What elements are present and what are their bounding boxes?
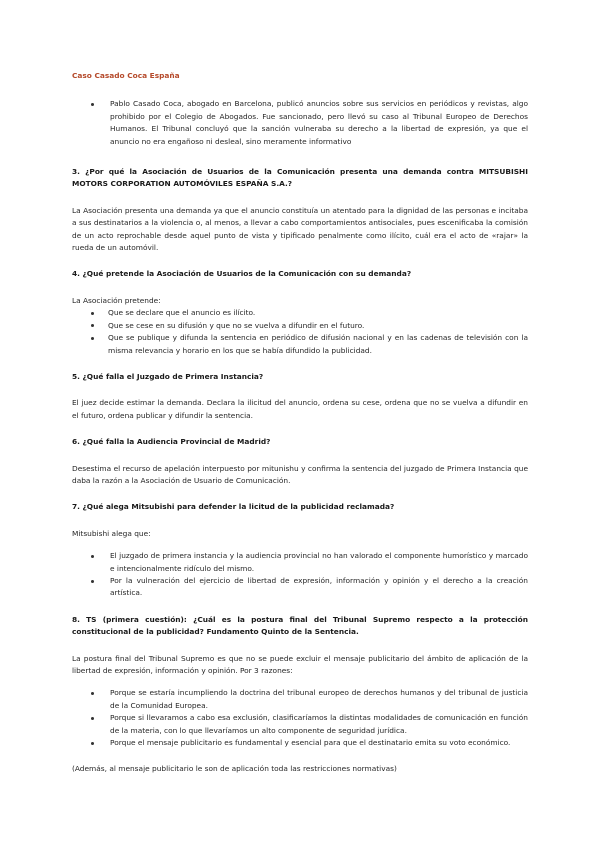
list-item: Porque se estaría incumpliendo la doctrina del tribunal europeo de derechos humanos y del tribunal de justicia de la Comunidad Europea.: [72, 687, 528, 712]
list-item: Que se cese en su difusión y que no se vuelva a difundir en el futuro.: [72, 320, 528, 332]
question-5-answer: El juez decide estimar la demanda. Declara la ilicitud del anuncio, ordena su cese, ordena que no se vuelva a difundir en el futuro, ordena publicar y difundir la sentencia.: [72, 398, 528, 420]
question-6-answer: Desestima el recurso de apelación interpuesto por mitunishu y confirma la sentencia del juzgado de Primera Instancia que daba la razón a la Asociación de Usuario de Comunicación.: [72, 463, 528, 485]
question-8-list: [72, 687, 528, 749]
list-item: Porque si llevaramos a cabo esa exclusión, clasificaríamos la distintas modalidades de comunicación en función de la materia, con lo que llevaríamos un alto componente de seguridad jurídica.: [72, 712, 528, 737]
case-bullet-list: [72, 98, 528, 148]
case-bullet-item: Pablo Casado Coca, abogado en Barcelona, publicó anuncios sobre sus servicios en periódicos y revistas, algo prohibido por el Colegio de Abogados. Fue sancionado, pero llevó su caso al Tribunal Europeo de Derechos Humanos. El Tribunal concluyó que la sanción vulneraba su derecho a la libertad de expresión, ya que el anuncio no era engañoso ni desleal, sino meramente informativo: [72, 98, 528, 148]
list-item: El juzgado de primera instancia y la audiencia provincial no han valorado el componente humorístico y marcado e intencionalmente ridículo del mismo.: [72, 550, 528, 575]
question-6-heading: 6. ¿Qué falla la Audiencia Provincial de Madrid?: [72, 437, 271, 447]
list-item: Que se declare que el anuncio es ilícito.: [72, 307, 528, 319]
list-item: Porque el mensaje publicitario es fundamental y esencial para que el destinatario emita su voto económico.: [72, 737, 528, 749]
list-item: Que se publique y difunda la sentencia en periódico de difusión nacional y en las cadenas de televisión con la misma relevancia y horario en los que se había difundido la publicidad.: [72, 332, 528, 357]
question-7-heading: 7. ¿Qué alega Mitsubishi para defender la licitud de la publicidad reclamada?: [72, 502, 395, 512]
list-item: Por la vulneración del ejercicio de libertad de expresión, información y opinión y el derecho a la creación artística.: [72, 575, 528, 600]
question-3-answer: La Asociación presenta una demanda ya que el anuncio constituía un atentado para la dignidad de las personas e incitaba a sus destinatarios a la violencia o, al menos, a llevar a cabo comportamientos antisociales, pues escenificaba la comisión de un acto reprochable desde aquel punto de vista y tipificado penalmente como ilícito, cuál era el acto de «rajar» la rueda de un automóvil.: [72, 205, 528, 253]
question-7-list: [72, 550, 528, 600]
question-8-intro: La postura final del Tribunal Supremo es que no se puede excluir el mensaje publicitario del ámbito de aplicación de la libertad de expresión, información y opinión. Por 3 razones:: [72, 653, 528, 675]
question-4-list: [72, 307, 528, 357]
question-8-note: (Además, al mensaje publicitario le son de aplicación toda las restricciones normativas): [72, 764, 397, 774]
question-8-heading: 8. TS (primera cuestión): ¿Cuál es la postura final del Tribunal Supremo respecto a la protección constitucional de la publicidad? Fundamento Quinto de la Sentencia.: [72, 614, 528, 637]
case-title: Caso Casado Coca España: [72, 71, 180, 80]
question-5-heading: 5. ¿Qué falla el Juzgado de Primera Instancia?: [72, 371, 264, 381]
question-3-heading: 3. ¿Por qué la Asociación de Usuarios de la Comunicación presenta una demanda contra MITSUBISHI MOTORS CORPORATION AUTOMÓVILES ESPAÑA S.A.?: [72, 167, 528, 189]
question-4-intro: La Asociación pretende:: [72, 295, 161, 305]
question-7-intro: Mitsubishi alega que:: [72, 528, 151, 538]
question-4-heading: 4. ¿Qué pretende la Asociación de Usuarios de la Comunicación con su demanda?: [72, 269, 412, 279]
